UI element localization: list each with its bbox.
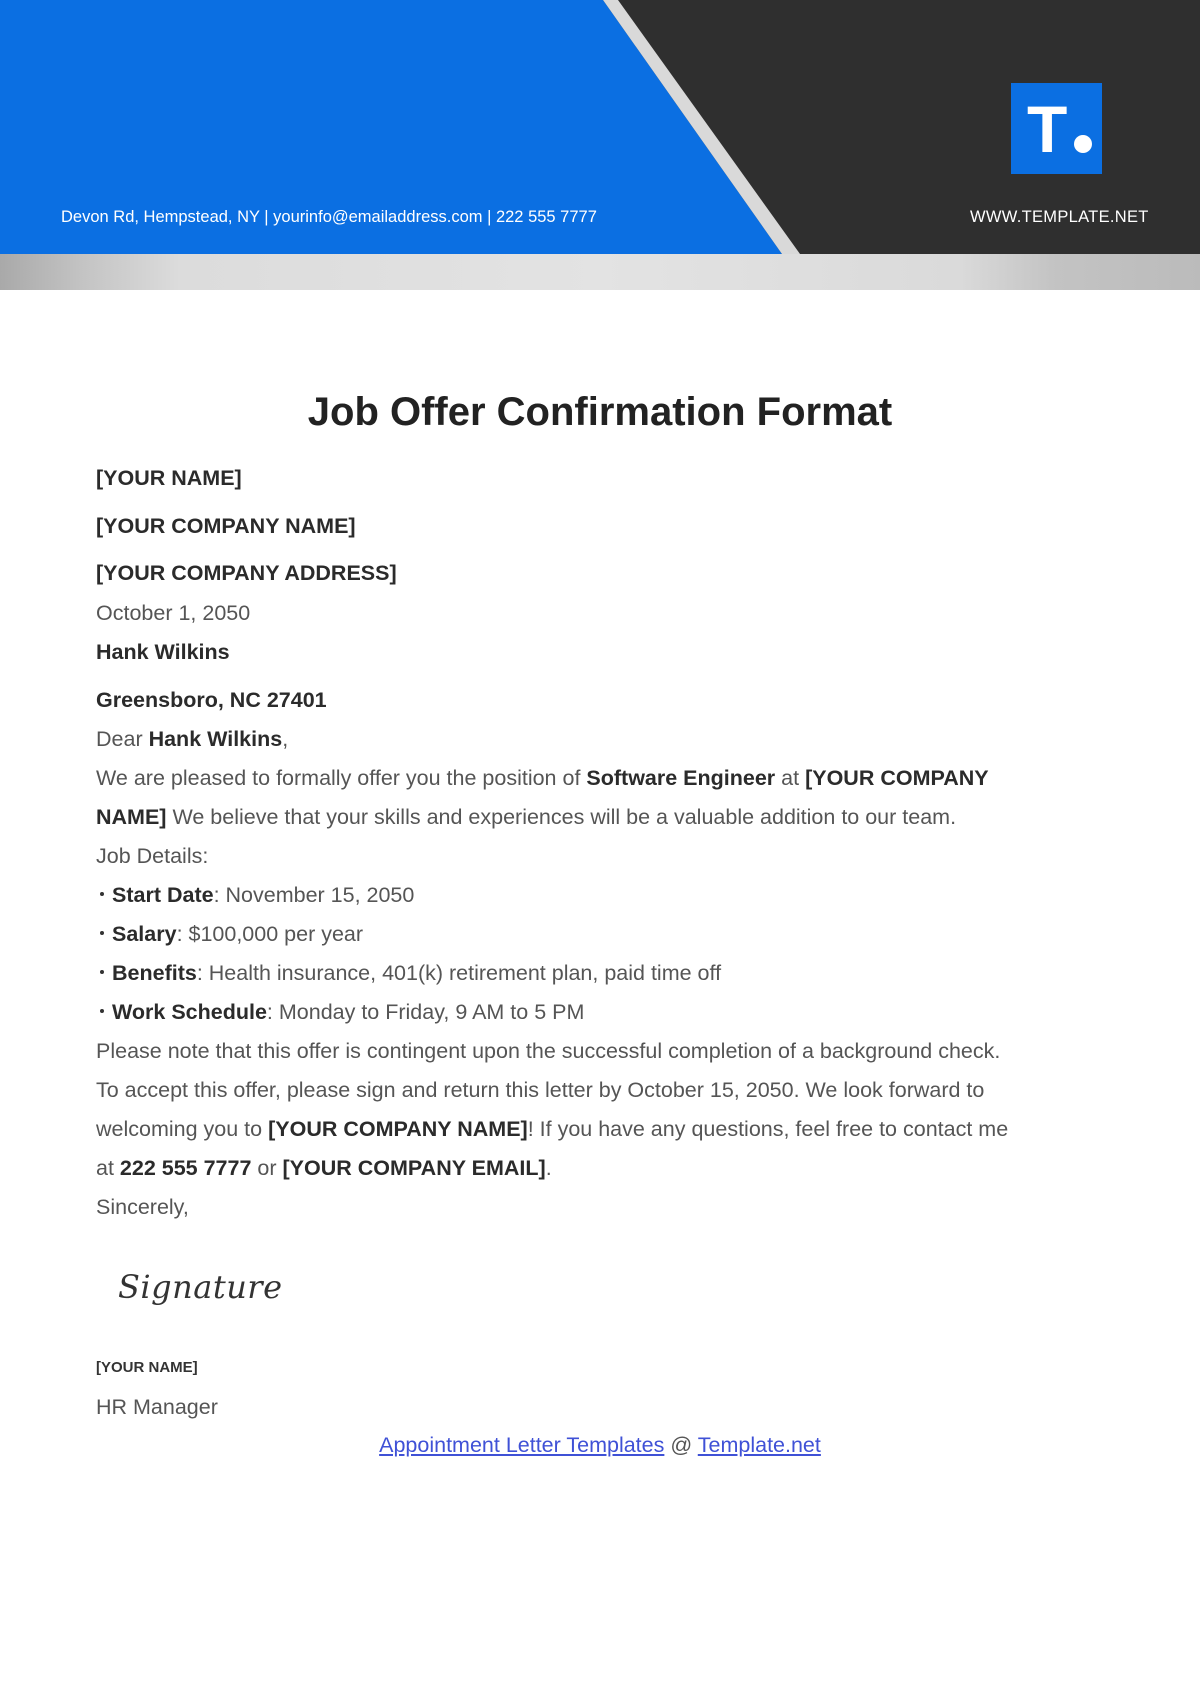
text: We believe that your skills and experiences will be a valuable addition to our team. [166, 805, 957, 829]
letter-date: October 1, 2050 [96, 601, 251, 625]
greeting-suffix: , [282, 727, 289, 751]
footer-separator: @ [664, 1433, 698, 1457]
sender-address: [YOUR COMPANY ADDRESS] [96, 561, 397, 585]
position-title: Software Engineer [586, 766, 776, 790]
signer-title: HR Manager [96, 1395, 218, 1419]
detail-item [100, 883, 414, 908]
detail-value: : November 15, 2050 [213, 883, 415, 907]
closing-line3 [96, 1117, 1008, 1142]
recipient-address: Greensboro, NC 27401 [96, 688, 327, 712]
letterhead [0, 0, 1200, 254]
greeting-name: Hank Wilkins [148, 727, 283, 751]
signature: Signature [118, 1268, 283, 1306]
detail-label: Start Date [112, 883, 214, 907]
detail-label: Salary [112, 922, 177, 946]
detail-item [100, 1000, 584, 1025]
header-contact-info: Devon Rd, Hempstead, NY | yourinfo@emailaddress.com | 222 555 7777 [61, 208, 597, 226]
recipient-name: Hank Wilkins [96, 640, 230, 664]
detail-item [100, 961, 721, 986]
offer-paragraph-line1 [96, 766, 989, 791]
detail-item [100, 922, 363, 947]
text: welcoming you to [96, 1117, 269, 1141]
sender-name: [YOUR NAME] [96, 466, 242, 490]
header-metallic-bar [0, 254, 1200, 290]
closing-line1: Please note that this offer is contingent upon the successful completion of a background check. [96, 1039, 1001, 1063]
text: at [96, 1156, 120, 1180]
company-placeholder: NAME] [96, 805, 167, 829]
text: . [545, 1156, 552, 1180]
logo-letter: T [1027, 92, 1068, 166]
bullet-icon [100, 970, 104, 974]
page-title: Job Offer Confirmation Format [307, 390, 893, 434]
closing-line2: To accept this offer, please sign and return this letter by October 15, 2050. We look forward to [96, 1078, 985, 1102]
company-placeholder: [YOUR COMPANY NAME] [268, 1117, 528, 1141]
job-details-label: Job Details: [96, 844, 209, 868]
detail-value: : Health insurance, 401(k) retirement plan, paid time off [196, 961, 722, 985]
greeting [96, 727, 288, 752]
appointment-letter-templates-link[interactable]: Appointment Letter Templates [379, 1433, 665, 1457]
bullet-icon [100, 1009, 104, 1013]
detail-value: : $100,000 per year [176, 922, 364, 946]
text: We are pleased to formally offer you the position of [96, 766, 587, 790]
detail-label: Work Schedule [112, 1000, 267, 1024]
bullet-icon [100, 892, 104, 896]
bullet-icon [100, 931, 104, 935]
text: or [251, 1156, 283, 1180]
offer-paragraph-line2 [96, 805, 956, 830]
sender-company: [YOUR COMPANY NAME] [96, 514, 356, 538]
company-placeholder: [YOUR COMPANY [805, 766, 989, 790]
contact-phone: 222 555 7777 [119, 1156, 252, 1180]
detail-label: Benefits [112, 961, 197, 985]
logo-dot [1074, 135, 1092, 153]
closing-line4 [96, 1156, 552, 1181]
footer-credit [0, 1433, 1200, 1458]
header-website: WWW.TEMPLATE.NET [970, 208, 1149, 226]
template-net-link[interactable]: Template.net [697, 1433, 821, 1457]
greeting-prefix: Dear [96, 727, 149, 751]
detail-value: : Monday to Friday, 9 AM to 5 PM [266, 1000, 585, 1024]
contact-email: [YOUR COMPANY EMAIL] [282, 1156, 546, 1180]
template-logo-icon [1011, 83, 1102, 174]
sign-off: Sincerely, [96, 1195, 189, 1219]
signer-name: [YOUR NAME] [96, 1359, 198, 1376]
text: at [775, 766, 806, 790]
text: ! If you have any questions, feel free to contact me [527, 1117, 1009, 1141]
